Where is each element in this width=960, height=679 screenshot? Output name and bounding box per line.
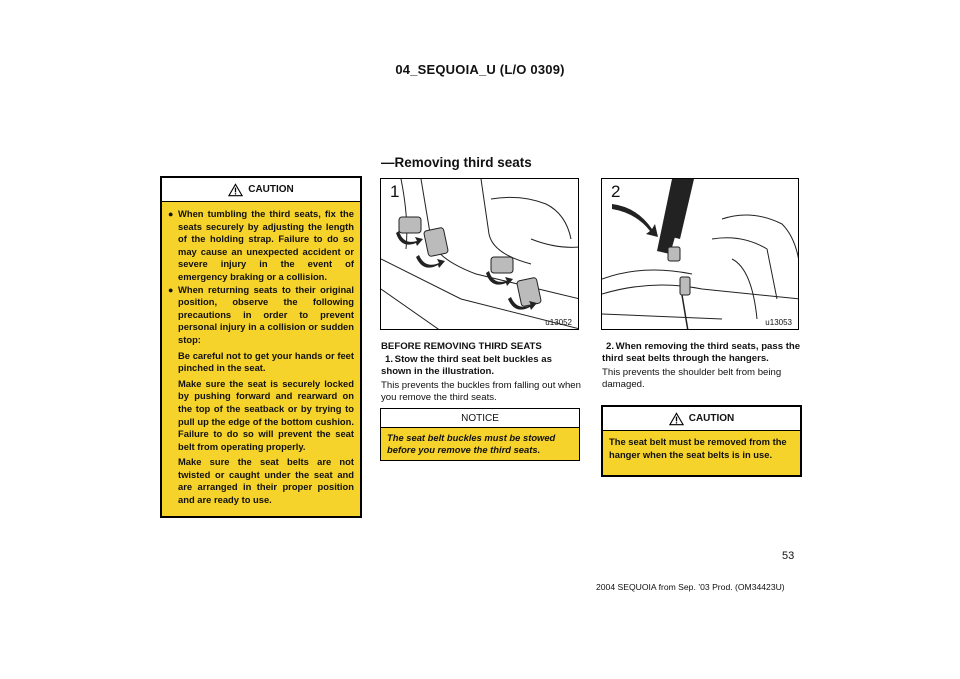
footer-text: 2004 SEQUOIA from Sep. ’03 Prod. (OM34423U) [596, 582, 785, 592]
page-number: 53 [782, 550, 795, 562]
warning-triangle-icon [669, 412, 684, 426]
notice-box [380, 408, 580, 461]
bullet-icon: ● [168, 209, 174, 219]
seat-buckle-illustration [381, 179, 579, 330]
caution-box-small [601, 405, 802, 477]
caution-body [162, 202, 360, 507]
step-number: 2. [606, 341, 615, 352]
seat-belt-hanger-illustration [602, 179, 799, 330]
caution-item [168, 284, 354, 347]
caution-paragraph: Make sure the seat is securely locked by pushing forward and rearward on the top of the seatback or by trying to pull up the edge of the bottom cushion. Failure to do so will prevent the seat belt from operating properly. [178, 377, 354, 452]
step-1-note: This prevents the buckles from falling out when you remove the third seats. [381, 380, 581, 404]
document-header-code: 04_SEQUOIA_U (L/O 0309) [395, 62, 565, 77]
caution-item [168, 208, 354, 284]
bullet-icon: ● [168, 284, 174, 295]
figure-code: u13052 [545, 318, 572, 327]
caution-paragraph: Be careful not to get your hands or feet pinched in the seat. [178, 349, 354, 374]
caution-title: CAUTION [248, 184, 294, 195]
caution-item-text: When returning seats to their original position, observe the following precautions in order to prevent personal injury in a collision or sudden stop: [178, 283, 354, 345]
notice-text: The seat belt buckles must be stowed before you remove the third seats. [387, 432, 556, 456]
step-1 [381, 354, 581, 379]
step-text: Stow the third seat belt buckles as shown in the illustration. [381, 354, 552, 378]
warning-triangle-icon [228, 183, 243, 197]
figure-code: u13053 [765, 318, 792, 327]
step-2 [602, 341, 802, 366]
step-text: When removing the third seats, pass the third seat belts through the hangers. [602, 341, 801, 365]
caution-title: CAUTION [688, 413, 735, 424]
notice-title: NOTICE [381, 409, 579, 428]
caution-paragraph: Make sure the seat belts are not twisted or caught under the seat and are arranged in their proper position and are ready to use. [178, 456, 354, 506]
caution-box-main [160, 176, 362, 518]
figure-number: 2 [611, 182, 621, 201]
caution-header [603, 407, 800, 431]
step-number: 1. [385, 354, 394, 365]
section-title: —Removing third seats [381, 155, 532, 170]
caution-header [162, 178, 360, 202]
figure-number: 1 [390, 182, 400, 201]
caution-text: The seat belt must be removed from the hanger when the seat belts is in use. [609, 436, 787, 460]
before-removing-heading: BEFORE REMOVING THIRD SEATS [381, 341, 542, 352]
illustration-stow-buckles [380, 178, 579, 330]
illustration-pass-belts [601, 178, 799, 330]
caution-item-text: When tumbling the third seats, fix the seats securely by adjusting the length of the holding strap. Failure to do so may cause an unexpected accident or severe injury in the event of emergency braking or a collision. [178, 208, 354, 282]
step-2-note: This prevents the shoulder belt from being damaged. [602, 367, 782, 391]
